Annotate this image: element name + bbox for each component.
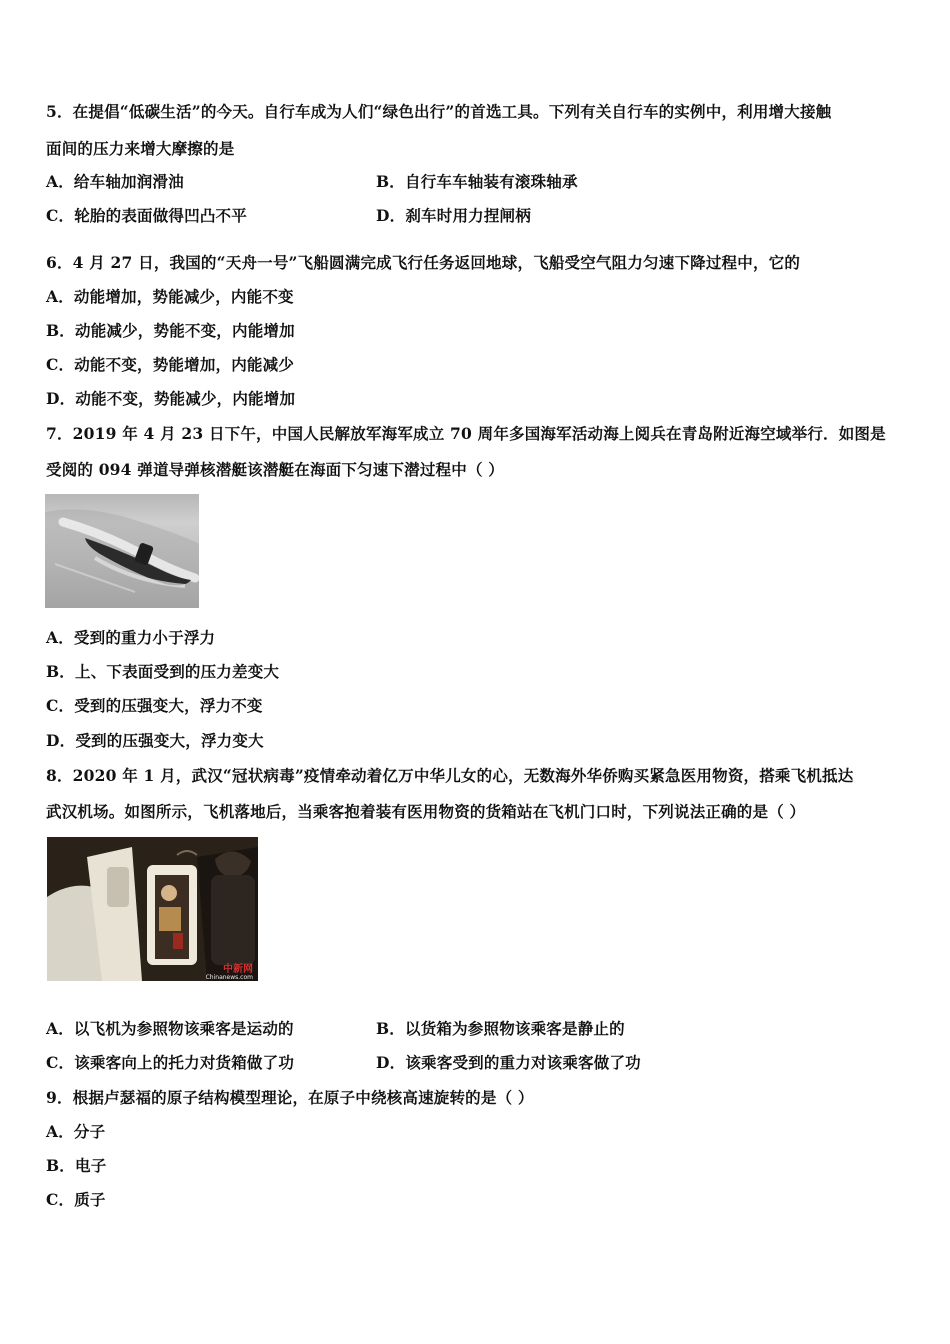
q5-option-c: C．轮胎的表面做得凹凸不平 (46, 206, 247, 225)
q9-stem: 9．根据卢瑟福的原子结构模型理论，在原子中绕核高速旋转的是（ ） (46, 1088, 534, 1107)
q7-stem-line2: 受阅的 094 弹道导弹核潜艇该潜艇在海面下匀速下潜过程中（ ） (46, 460, 504, 479)
q7-option-a: A．受到的重力小于浮力 (46, 628, 216, 647)
q8-option-b: B．以货箱为参照物该乘客是静止的 (376, 1019, 625, 1038)
q9-option-c: C．质子 (46, 1190, 106, 1209)
q6-option-a: A．动能增加，势能减少，内能不变 (46, 287, 294, 306)
q6-option-d: D．动能不变，势能减少，内能增加 (46, 389, 296, 408)
q7-stem-line1: 7．2019 年 4 月 23 日下午，中国人民解放军海军成立 70 周年多国海军活动海上阅兵在青岛附近海空域举行．如图是 (46, 424, 886, 443)
q5-option-a: A．给车轴加润滑油 (46, 172, 184, 191)
q8-option-d: D．该乘客受到的重力对该乘客做了功 (376, 1053, 641, 1072)
q7-option-c: C．受到的压强变大，浮力不变 (46, 696, 263, 715)
photo-watermark-url: Chinanews.com (205, 974, 253, 981)
q9-option-a: A．分子 (46, 1122, 106, 1141)
q8-stem-line1: 8．2020 年 1 月，武汉“冠状病毒”疫情牵动着亿万中华儿女的心，无数海外华侨购买紧急医用物资，搭乘飞机抵达 (46, 766, 854, 785)
q8-option-c: C．该乘客向上的托力对货箱做了功 (46, 1053, 295, 1072)
q5-stem-line2: 面间的压力来增大摩擦的是 (46, 139, 235, 158)
q6-stem: 6．4 月 27 日，我国的“天舟一号”飞船圆满完成飞行任务返回地球，飞船受空气阻力匀速下降过程中，它的 (46, 253, 801, 272)
q8-option-a: A．以飞机为参照物该乘客是运动的 (46, 1019, 294, 1038)
q6-option-c: C．动能不变，势能增加，内能减少 (46, 355, 295, 374)
submarine-illustration (45, 494, 199, 608)
q5-option-b: B．自行车车轴装有滚珠轴承 (376, 172, 578, 191)
q5-option-d: D．刹车时用力捏闸柄 (376, 206, 531, 225)
submarine-photo (45, 494, 199, 608)
photo-watermark: 中新网 (223, 964, 253, 975)
q7-option-b: B．上、下表面受到的压力差变大 (46, 662, 280, 681)
q7-option-d: D．受到的压强变大，浮力变大 (46, 731, 264, 750)
q5-stem-line1: 5．在提倡“低碳生活”的今天。自行车成为人们“绿色出行”的首选工具。下列有关自行车的实例中，利用增大接触 (46, 102, 832, 121)
q8-stem-line2: 武汉机场。如图所示，飞机落地后，当乘客抱着装有医用物资的货箱站在飞机门口时，下列说法正确的是（ ） (46, 802, 806, 821)
airplane-door-photo (47, 837, 258, 981)
q6-option-b: B．动能减少，势能不变，内能增加 (46, 321, 295, 340)
q9-option-b: B．电子 (46, 1156, 107, 1175)
